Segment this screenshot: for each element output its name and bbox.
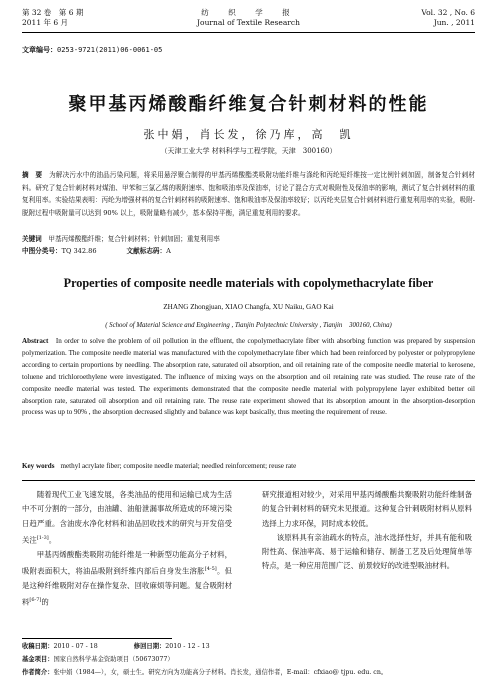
title-cn: 聚甲基丙烯酸酯纤维复合针刺材料的性能	[68, 94, 429, 115]
header-right	[421, 8, 475, 28]
body-paragraph: 该原料具有亲油疏水的特点，油水选择性好，并具有能和吸附性高、保油率高、易于运输和储存、制备工艺及后处理简单等特点，是一种应用范围广泛、前景较好的改进型吸油材料。	[262, 532, 472, 571]
journal-name-en: Journal of Textile Research	[197, 18, 300, 27]
volume-issue: 第 32 卷 第 6 期	[22, 8, 84, 17]
received-label: 收稿日期：	[22, 643, 54, 650]
author-bio-text: 张中娟（1984—），女，硕士生。研究方向为功能高分子材料。肖长发，通信作者，E-mail：cfxiao@ tjpu. edu. cn。	[53, 669, 388, 676]
body-paragraph: 甲基丙烯酸酯类吸附功能纤维是一种新型功能高分子材料，吸附表面积大，将油品吸附到纤维内部后自身发生溶胀[4-5]。但是这种纤维吸附对存在操作复杂、回收麻烦等问题。复合吸附材料[6-7]的	[22, 549, 232, 607]
journal-name-cn: 纺 织 学 报	[201, 8, 296, 17]
keywords-cn	[22, 233, 475, 243]
footnote-dates	[22, 642, 475, 652]
abstract-cn	[22, 169, 475, 219]
abstract-en-label: Abstract	[22, 337, 49, 345]
article-number-label: 文章编号：	[22, 46, 57, 54]
article-number-value: 0253-9721(2011)06-0061-05	[57, 46, 163, 54]
body-column-right	[262, 488, 472, 574]
affiliation-en: ( School of Material Science and Engineering , Tianjin Polytechnic University , Tianjin 300160, China)	[105, 322, 392, 329]
abstract-cn-label: 摘 要	[22, 171, 43, 179]
footnote-author	[22, 668, 475, 678]
revised-date: 2010 - 12 - 13	[165, 643, 210, 650]
fund-text: 国家自然科学基金资助项目（50673077）	[53, 656, 174, 663]
keywords-en	[22, 462, 475, 470]
keywords-en-label: Key words	[22, 462, 55, 470]
body-paragraph: 随着现代工业飞速发展，各类油品的使用和运输已成为生活中不可分割的一部分，由油罐、油船泄漏事故所造成的环境污染日趋严重。含油废水净化材料和油品回收技术的研究与开发倍受关注[1-3]。	[22, 490, 232, 545]
authors-cn: 张中娟，肖长发，徐乃库，高 凯	[143, 128, 354, 141]
received-date: 2010 - 07 - 18	[53, 643, 98, 650]
citation: [6-7]	[29, 597, 42, 604]
footnote-rule	[22, 638, 172, 639]
doc-code-value: A	[166, 247, 171, 255]
abstract-en	[22, 336, 475, 419]
keywords-cn-label: 关键词	[22, 235, 42, 243]
body-paragraph: 研究报道相对较少，对采用甲基丙烯酸酯共聚吸附功能纤维制备的复合针刺材料的研究未见报道。这种复合针刺吸附材料从原料选择上力求环保，同时成本较低。	[262, 490, 472, 528]
keywords-cn-text: 甲基丙烯酸酯纤维；复合针刺材料；针刺加固；重复利用率	[48, 235, 220, 243]
running-header	[22, 8, 475, 46]
abstract-en-text: In order to solve the problem of oil pollution in the effluent, the copolymethacrylate fiber with absorbing function was prepared by suspension polymerization. The composite needle material was manufactured with the copolymethacrylate fiber which had been reinforced by polyester or polypropylene according to certain proportions by needling. The absorption rate, saturated oil absorption, and oil retaining rate of the composite needle material to kerosene, toluene and trichloroethylene were investigated. The influence of mixing ways on the absorption and oil retaining rate was studied. The reuse rate of the composite needle material was tested. The experiments demonstrated that the composite needle material with polypropylene layer exhibited better oil absorption rate, saturated oil absorption and oil retaining rate. The reuse rate experiment showed that its absorption amount in the absorption-desorption process was up to 90% , the absorption decreased slightly and balance was kept basically, thus meeting the requirement of reuse.	[22, 337, 475, 417]
pub-date-cn: 2011 年 6 月	[22, 18, 69, 27]
revised-label: 修回日期：	[133, 643, 166, 650]
pub-date-en: Jun. , 2011	[433, 18, 475, 27]
abstract-cn-text: 为解决污水中的油品污染问题，将采用悬浮聚合制得的甲基丙烯酸酯类吸附功能纤维与涤纶和丙纶短纤维按一定比例针刺加固，制备复合针刺材料。研究了复合针刺材料对煤油、甲苯和三氯乙烯的吸附速率、饱和吸油率及保油率，讨论了混合方式对吸附性及保油率的影响，测试了复合针刺材料的重复利用率。实验结果表明：丙纶为增强材料的复合针刺材料的吸附速率、饱和吸油率及保油率较好；以丙纶夹层复合针刺材料进行重复利用率的实验，吸附-脱附过程中吸附量可以达到 90% 以上，吸附量略有减少，基本保持平衡，满足重复利用的要求。	[22, 171, 476, 217]
fund-label: 基金项目：	[22, 656, 54, 663]
body-column-left	[22, 488, 232, 610]
citation: [1-3]	[36, 534, 49, 541]
author-bio-label: 作者简介：	[22, 669, 54, 676]
classification	[22, 245, 475, 255]
volume-en: Vol. 32 , No. 6	[421, 8, 475, 17]
title-en: Properties of composite needle materials with copolymethacrylate fiber	[63, 276, 434, 290]
header-center	[22, 8, 475, 28]
clc-value: TQ 342.86	[61, 247, 97, 255]
header-rule	[22, 32, 475, 33]
section-rule	[22, 480, 475, 481]
footnote-fund	[22, 655, 475, 665]
clc-label: 中图分类号：	[22, 247, 62, 255]
affiliation-cn: （天津工业大学 材料科学与工程学院，天津 300160）	[160, 147, 337, 155]
keywords-en-text: methyl acrylate fiber; composite needle material; needled reinforcement; reuse rate	[60, 462, 297, 470]
article-number	[22, 45, 162, 55]
authors-en: ZHANG Zhongjuan, XIAO Changfa, XU Naiku, GAO Kai	[163, 303, 334, 311]
doc-code-label: 文献标志码：	[126, 247, 167, 255]
citation: [4-5]	[204, 565, 217, 572]
